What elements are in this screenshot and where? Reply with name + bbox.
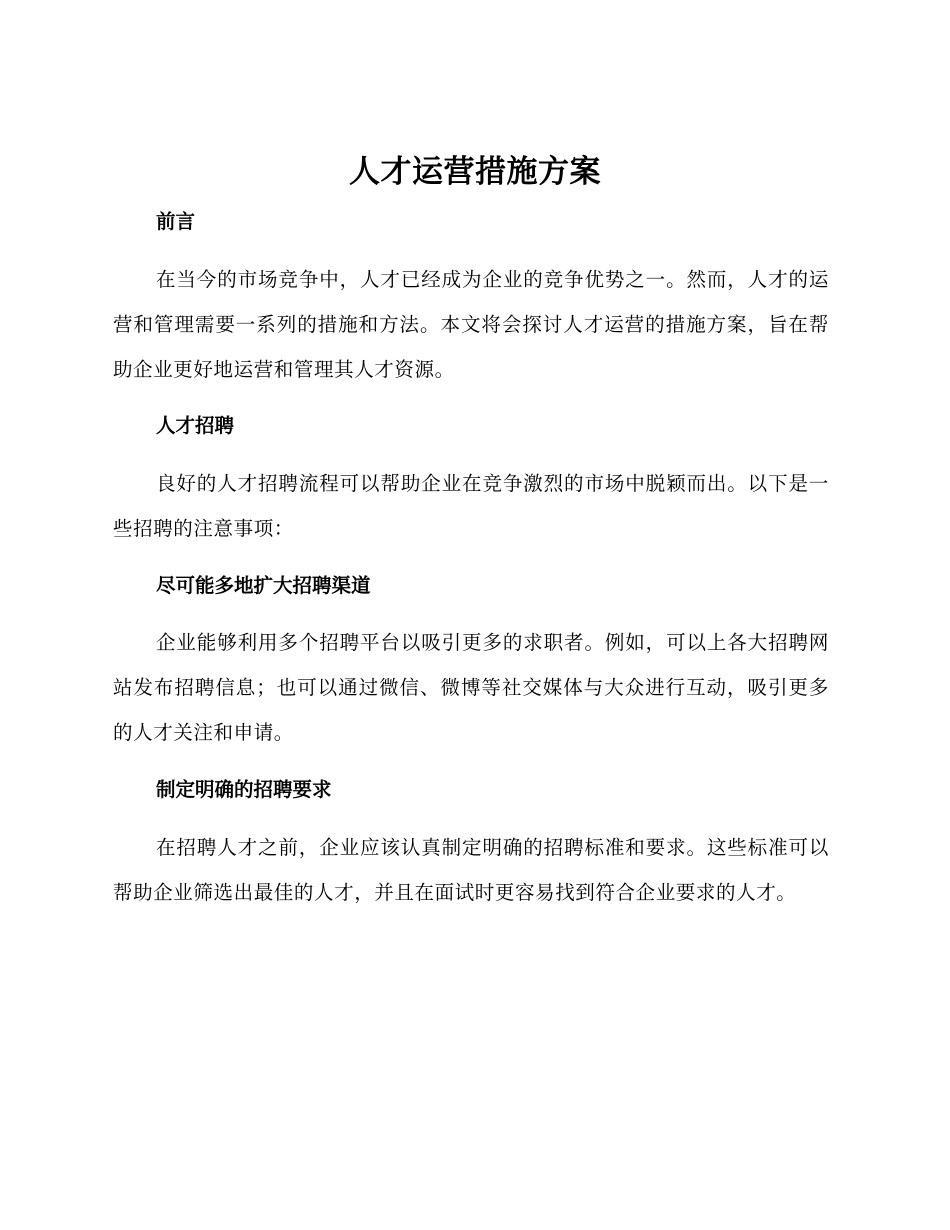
section-paragraph-preface: 在当今的市场竞争中，人才已经成为企业的竞争优势之一。然而，人才的运营和管理需要一系列的措施和方法。本文将会探讨人才运营的措施方案，旨在帮助企业更好地运营和管理其人才资源。: [113, 268, 829, 381]
section-heading-expand-channels: 尽可能多地扩大招聘渠道: [156, 574, 371, 597]
section-paragraph-clear-requirements: 在招聘人才之前，企业应该认真制定明确的招聘标准和要求。这些标准可以帮助企业筛选出最佳的人才，并且在面试时更容易找到符合企业要求的人才。: [113, 836, 829, 904]
document-title: 人才运营措施方案: [349, 154, 601, 190]
section-heading-recruitment: 人才招聘: [156, 414, 235, 437]
section-paragraph-expand-channels: 企业能够利用多个招聘平台以吸引更多的求职者。例如，可以上各大招聘网站发布招聘信息；也可以通过微信、微博等社交媒体与大众进行互动，吸引更多的人才关注和申请。: [113, 631, 829, 744]
section-heading-clear-requirements: 制定明确的招聘要求: [156, 778, 332, 801]
section-paragraph-recruitment: 良好的人才招聘流程可以帮助企业在竞争激烈的市场中脱颖而出。以下是一些招聘的注意事项：: [113, 472, 829, 540]
section-heading-preface: 前言: [156, 210, 196, 233]
